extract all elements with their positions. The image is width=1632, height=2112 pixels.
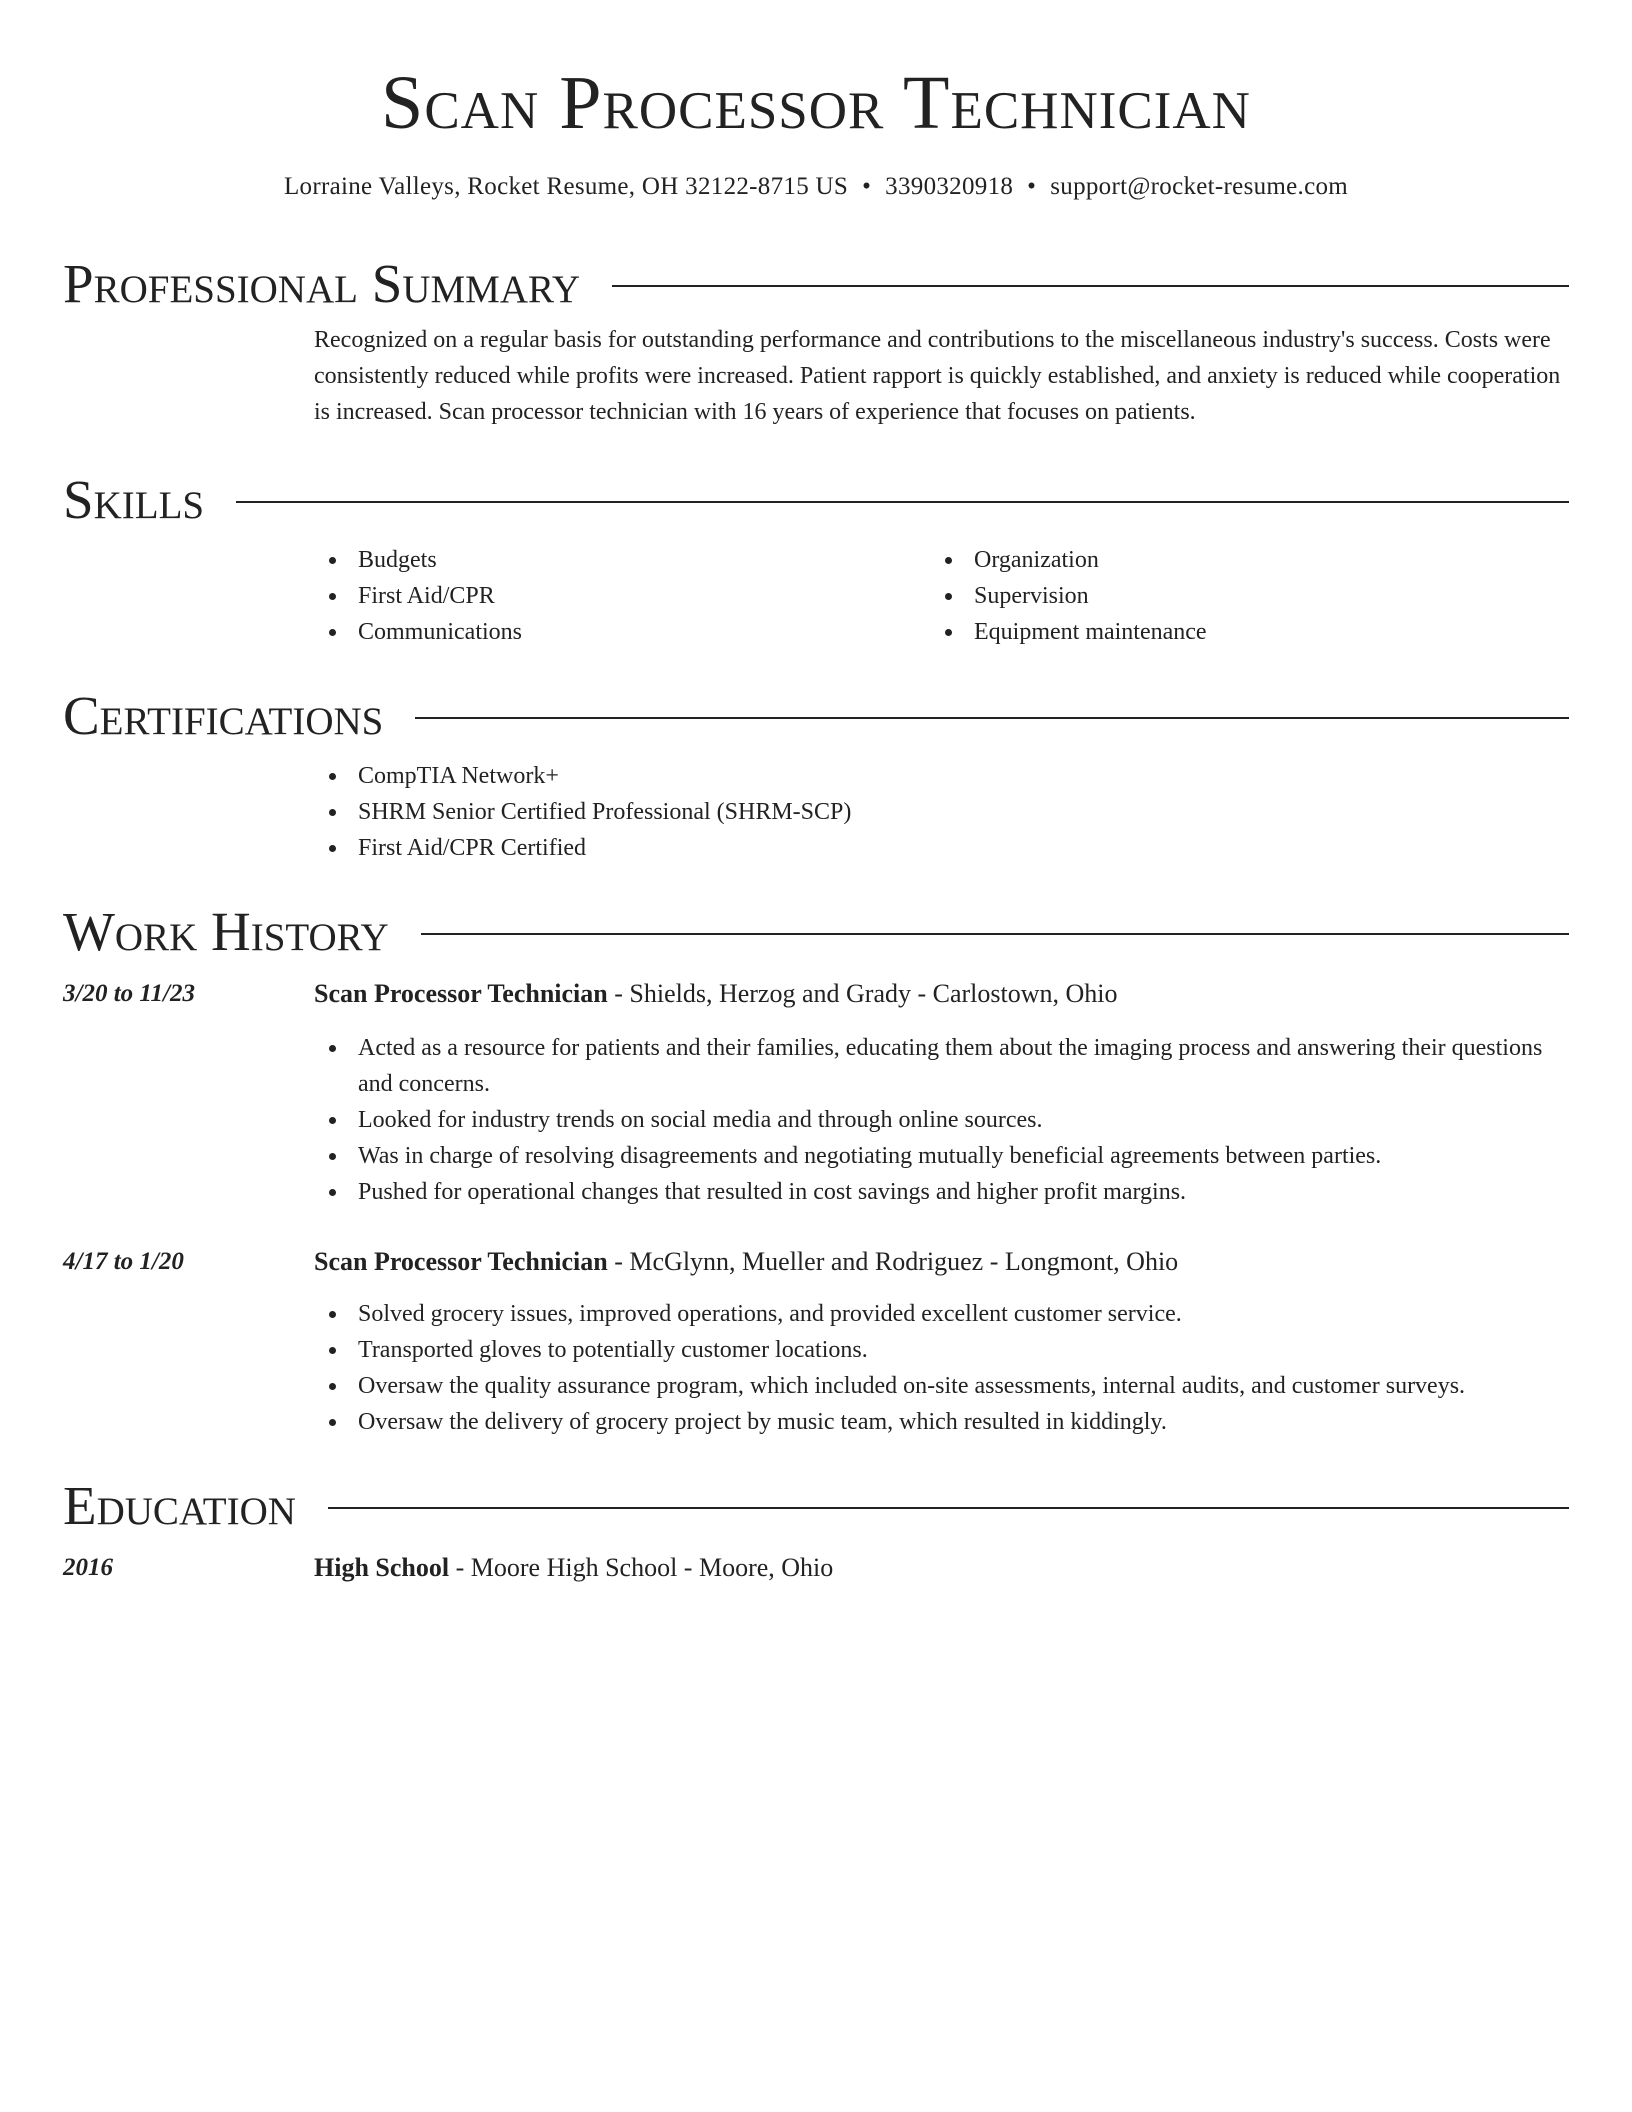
skill-label: First Aid/CPR [358, 583, 495, 609]
education-degree: High School [314, 1553, 450, 1582]
education-heading-line [314, 1550, 1569, 1586]
bullet-icon [329, 809, 336, 816]
skills-column-right [930, 542, 1546, 650]
certification-label: First Aid/CPR Certified [358, 835, 587, 861]
job-bullets-wrap [314, 1030, 1569, 1210]
skill-item [314, 614, 930, 650]
job-bullet [314, 1368, 1569, 1404]
job-heading [314, 1244, 1569, 1280]
skills-list-left [314, 542, 930, 650]
certification-item [314, 830, 1569, 866]
education-header [63, 1476, 1569, 1536]
summary-heading: Professional Summary [63, 253, 581, 314]
skill-label: Equipment maintenance [974, 619, 1207, 645]
contact-address: Lorraine Valleys, Rocket Resume, OH 32122-8715 US [283, 173, 849, 200]
skill-item [930, 614, 1546, 650]
certifications-section [63, 686, 1569, 866]
job-dates: 3/20 to 11/23 [63, 980, 195, 1007]
job-title: Scan Processor Technician [314, 1247, 608, 1276]
contact-phone: 3390320918 [885, 173, 1014, 200]
job-bullet-text: Looked for industry trends on social media and through online sources. [358, 1107, 1043, 1133]
summary-text: Recognized on a regular basis for outstanding performance and contributions to the miscellaneous industry's success. Costs were consistently reduced while profits were increased. Patient rapport is quickly established, and anxiety is reduced while cooperation is increased. Scan processor technician with 16 years of experience that focuses on patients. [314, 327, 1561, 425]
job-bullet-text: Oversaw the delivery of grocery project by music team, which resulted in kiddingly. [358, 1409, 1167, 1435]
work-history-heading: Work History [63, 901, 389, 962]
job-bullet [314, 1030, 1569, 1102]
skills-columns [314, 542, 1569, 650]
job-bullet [314, 1138, 1569, 1174]
bullet-icon [329, 1347, 336, 1354]
job-entry [63, 976, 1569, 1210]
skill-item [314, 578, 930, 614]
contact-separator: • [1027, 173, 1037, 200]
certifications-heading: Certifications [63, 685, 384, 746]
summary-header [63, 254, 1569, 314]
section-divider [236, 501, 1569, 503]
bullet-icon [329, 629, 336, 636]
job-bullet-text: Solved grocery issues, improved operations, and provided excellent customer service. [358, 1301, 1182, 1327]
job-bullet-text: Transported gloves to potentially customer locations. [358, 1337, 868, 1363]
bullet-icon [945, 629, 952, 636]
bullet-icon [945, 557, 952, 564]
skills-heading: Skills [63, 469, 205, 530]
skill-item [314, 542, 930, 578]
job-bullets-wrap [314, 1296, 1569, 1440]
job-bullet [314, 1404, 1569, 1440]
job-entry [63, 1244, 1569, 1440]
bullet-icon [945, 593, 952, 600]
contact-line [0, 172, 1632, 202]
job-bullet-text: Pushed for operational changes that resulted in cost savings and higher profit margins. [358, 1179, 1187, 1205]
certification-label: SHRM Senior Certified Professional (SHRM-SCP) [358, 799, 852, 825]
skill-label: Communications [358, 619, 522, 645]
skill-item [930, 542, 1546, 578]
skills-column-left [314, 542, 930, 650]
bullet-icon [329, 773, 336, 780]
work-history-header [63, 902, 1569, 962]
bullet-icon [329, 1419, 336, 1426]
job-heading [314, 976, 1569, 1012]
contact-separator: • [862, 173, 872, 200]
section-divider [415, 717, 1569, 719]
job-details: - McGlynn, Mueller and Rodriguez - Longmont, Ohio [607, 1247, 1179, 1276]
certifications-body [314, 758, 1569, 866]
bullet-icon [329, 845, 336, 852]
job-bullet [314, 1296, 1569, 1332]
skill-label: Budgets [358, 547, 437, 573]
bullet-icon [329, 593, 336, 600]
summary-body [314, 322, 1569, 430]
certifications-list [314, 758, 1569, 866]
job-dates: 4/17 to 1/20 [63, 1248, 184, 1275]
job-details: - Shields, Herzog and Grady - Carlostown, Ohio [607, 979, 1118, 1008]
education-year: 2016 [63, 1554, 113, 1581]
job-bullets [314, 1030, 1569, 1210]
job-bullet-text: Oversaw the quality assurance program, which included on-site assessments, internal audits, and customer surveys. [358, 1373, 1466, 1399]
bullet-icon [329, 1311, 336, 1318]
job-title: Scan Processor Technician [314, 979, 608, 1008]
job-bullet-text: Acted as a resource for patients and their families, educating them about the imaging process and answering their questions and concerns. [358, 1035, 1543, 1097]
certifications-header [63, 686, 1569, 746]
skill-label: Organization [974, 547, 1099, 573]
job-bullet-text: Was in charge of resolving disagreements and negotiating mutually beneficial agreements between parties. [358, 1143, 1382, 1169]
bullet-icon [329, 1189, 336, 1196]
section-divider [612, 285, 1569, 287]
job-bullets [314, 1296, 1569, 1440]
bullet-icon [329, 1383, 336, 1390]
skills-list-right [930, 542, 1546, 650]
bullet-icon [329, 1045, 336, 1052]
skills-header [63, 470, 1569, 530]
education-section [63, 1476, 1569, 1586]
work-history-section [63, 902, 1569, 1440]
certification-label: CompTIA Network+ [358, 763, 559, 789]
education-details: - Moore High School - Moore, Ohio [449, 1553, 834, 1582]
bullet-icon [329, 557, 336, 564]
contact-email: support@rocket-resume.com [1050, 173, 1349, 200]
certification-item [314, 794, 1569, 830]
skill-item [930, 578, 1546, 614]
skill-label: Supervision [974, 583, 1089, 609]
job-bullet [314, 1102, 1569, 1138]
section-divider [328, 1507, 1569, 1509]
section-divider [421, 933, 1569, 935]
education-entry [63, 1550, 1569, 1586]
summary-section [63, 254, 1569, 430]
job-bullet [314, 1174, 1569, 1210]
certification-item [314, 758, 1569, 794]
skills-section [63, 470, 1569, 650]
job-bullet [314, 1332, 1569, 1368]
education-heading: Education [63, 1475, 296, 1536]
bullet-icon [329, 1117, 336, 1124]
resume-name: Scan Processor Technician [381, 61, 1251, 145]
bullet-icon [329, 1153, 336, 1160]
